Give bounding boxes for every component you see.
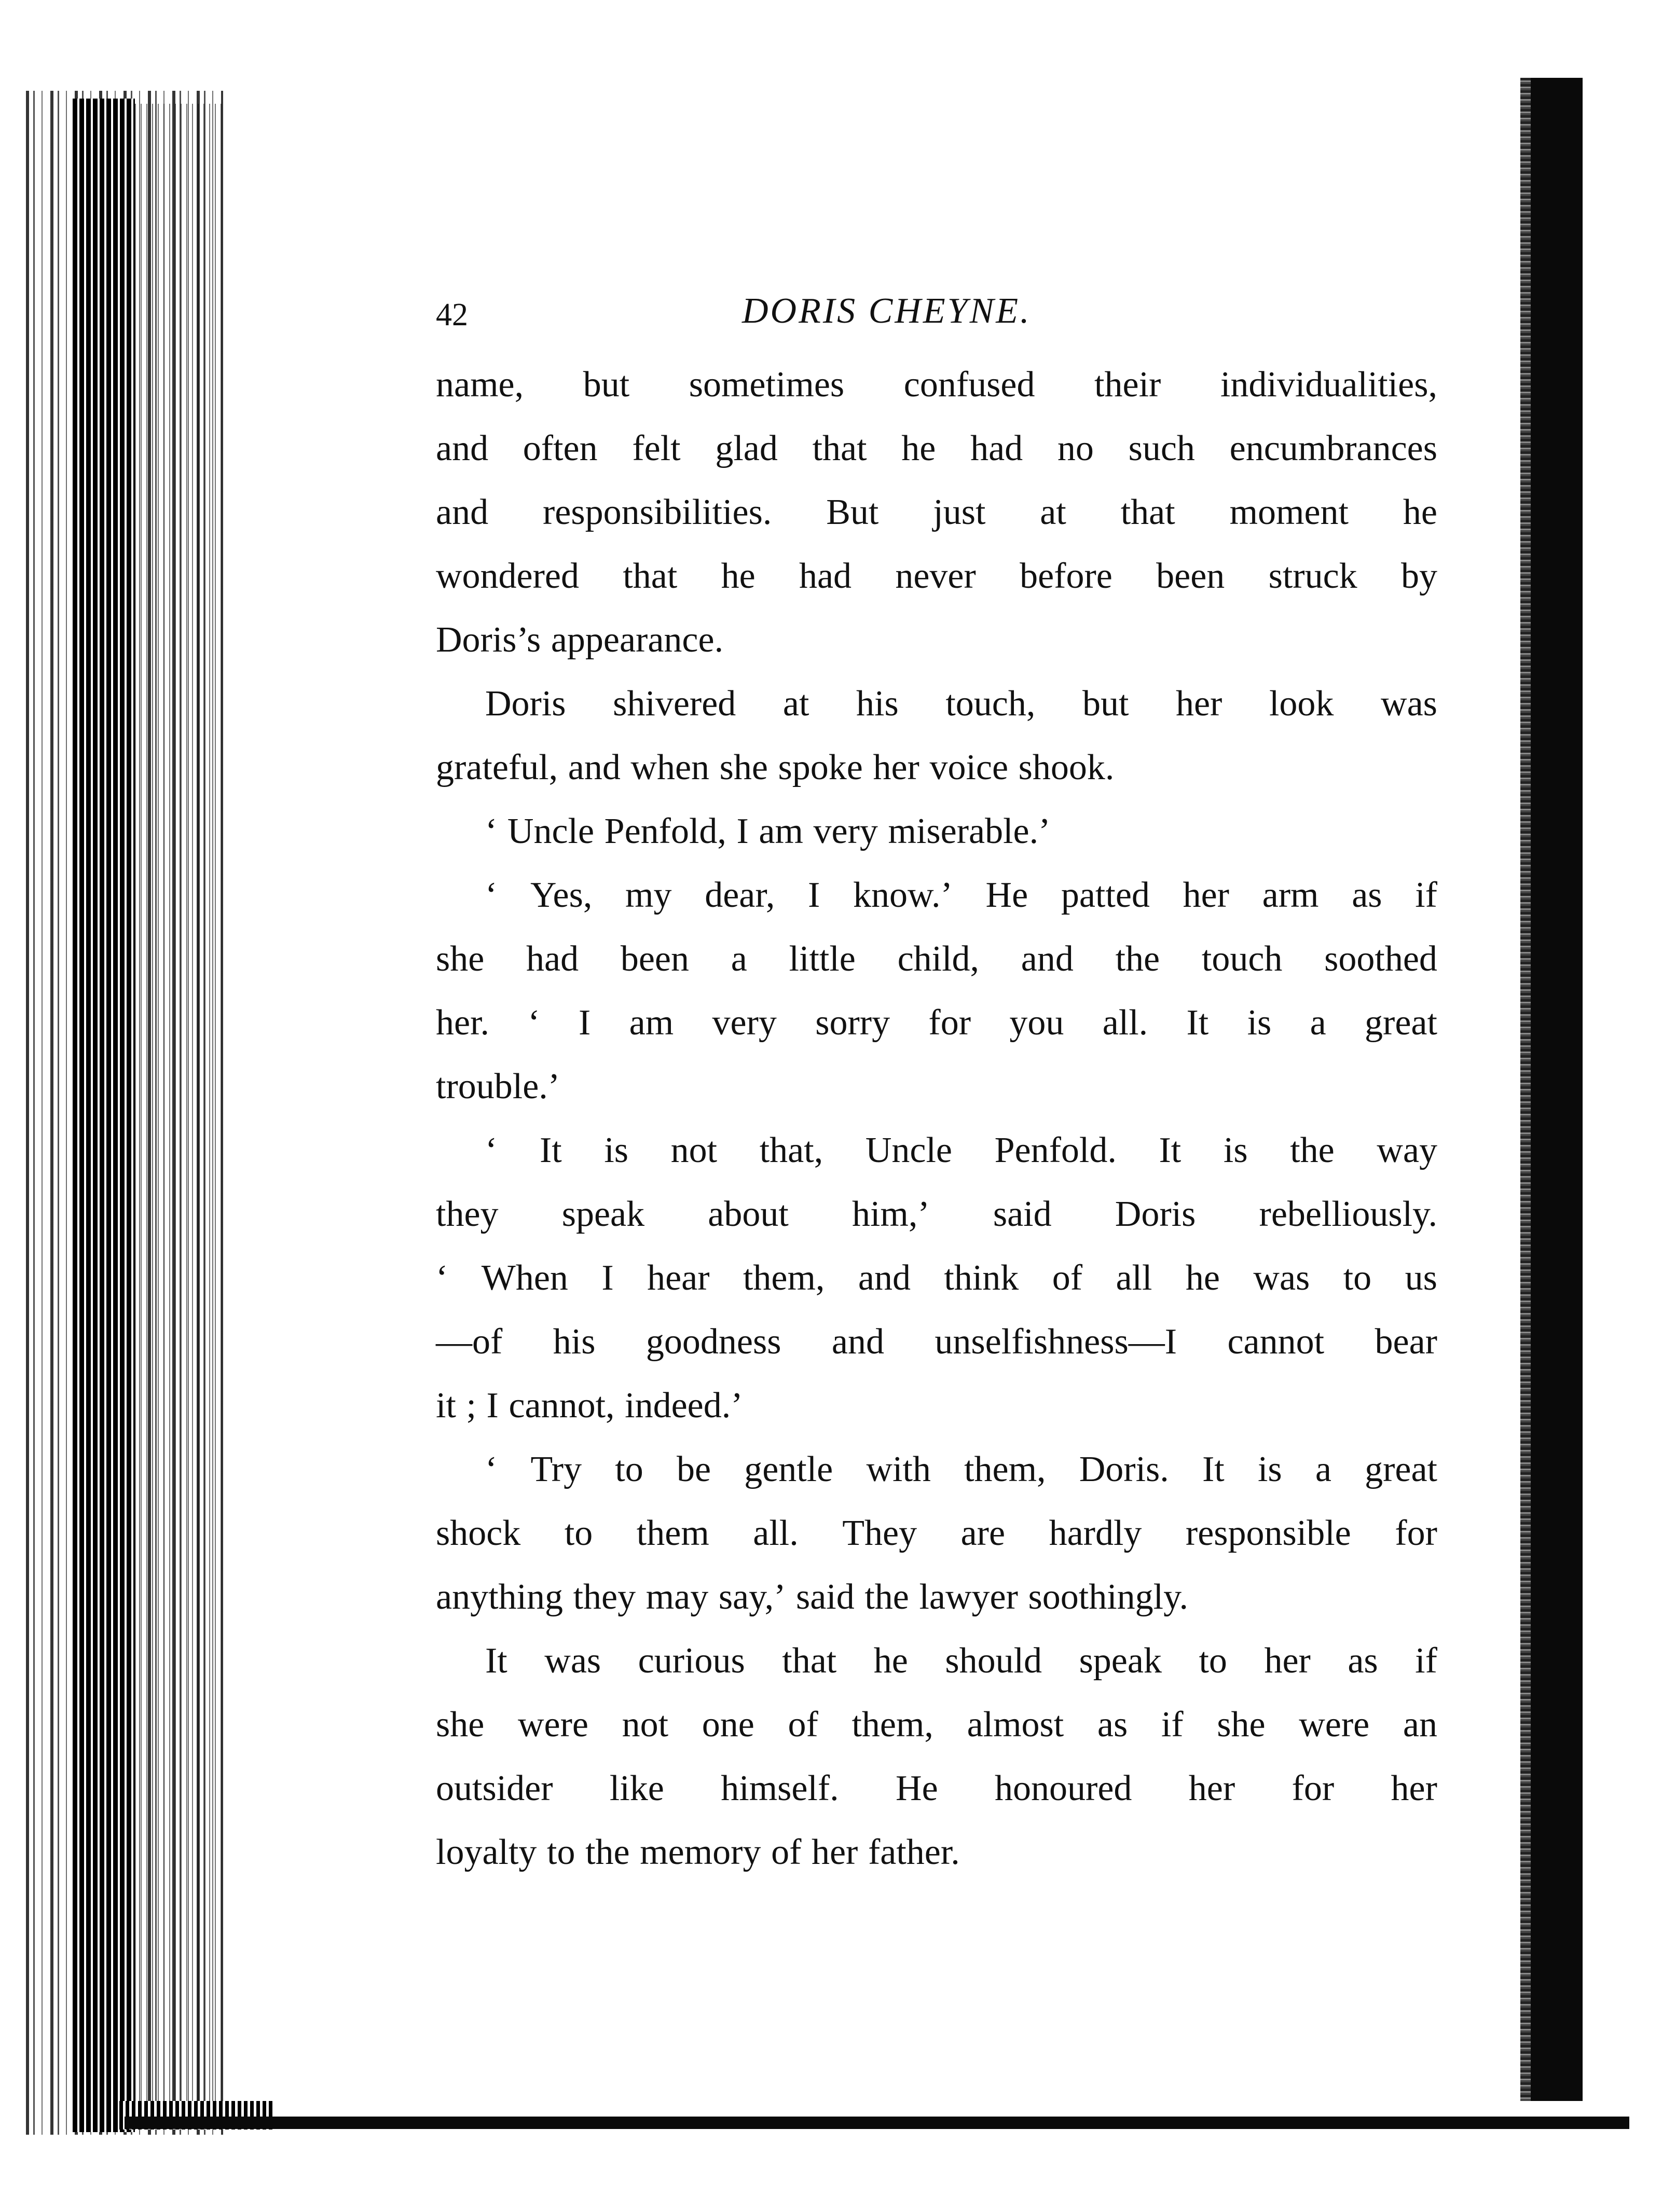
text-line: her. ‘ I am very sorry for you all. It is a great [436, 1003, 1437, 1043]
text-line: ‘ It is not that, Uncle Penfold. It is the way [485, 1130, 1437, 1170]
text-line: outsider like himself. He honoured her for her [436, 1768, 1437, 1808]
text-line: it ; I cannot, indeed.’ [436, 1386, 743, 1426]
text-line: ‘ Uncle Penfold, I am very miserable.’ [485, 811, 1051, 851]
text-line: anything they may say,’ said the lawyer soothingly. [436, 1577, 1189, 1617]
text-line: loyalty to the memory of her father. [436, 1832, 960, 1872]
running-head [436, 291, 1437, 353]
book-title: DORIS CHEYNE. [742, 291, 1032, 331]
bottom-page-edge [125, 2117, 1629, 2129]
right-binding-edge [1531, 78, 1583, 2101]
left-binding-fade [135, 104, 223, 2127]
text-line: grateful, and when she spoke her voice shook. [436, 748, 1115, 787]
body-text [436, 353, 1437, 1884]
text-line: she had been a little child, and the touch soothed [436, 939, 1437, 979]
text-line: and often felt glad that he had no such encumbrances [436, 428, 1437, 468]
page-number: 42 [436, 297, 468, 333]
text-line: wondered that he had never before been struck by [436, 556, 1437, 596]
text-line: ‘ Yes, my dear, I know.’ He patted her arm as if [485, 875, 1437, 915]
text-line: It was curious that he should speak to her as if [485, 1641, 1437, 1681]
text-line: trouble.’ [436, 1067, 560, 1107]
text-line: they speak about him,’ said Doris rebelliously. [436, 1194, 1437, 1234]
text-line: and responsibilities. But just at that moment he [436, 492, 1437, 532]
left-binding-shadow [73, 99, 135, 2132]
text-line: ‘ Try to be gentle with them, Doris. It is a great [485, 1449, 1437, 1489]
text-block [436, 291, 1437, 1884]
text-line: —of his goodness and unselfishness—I cannot bear [436, 1322, 1437, 1362]
text-line: ‘ When I hear them, and think of all he was to us [436, 1258, 1437, 1298]
text-line: Doris shivered at his touch, but her look was [485, 684, 1437, 724]
text-line: she were not one of them, almost as if she were an [436, 1705, 1437, 1745]
text-line: name, but sometimes confused their individualities, [436, 365, 1437, 405]
text-line: shock to them all. They are hardly responsible for [436, 1513, 1437, 1553]
text-line: Doris’s appearance. [436, 620, 724, 660]
